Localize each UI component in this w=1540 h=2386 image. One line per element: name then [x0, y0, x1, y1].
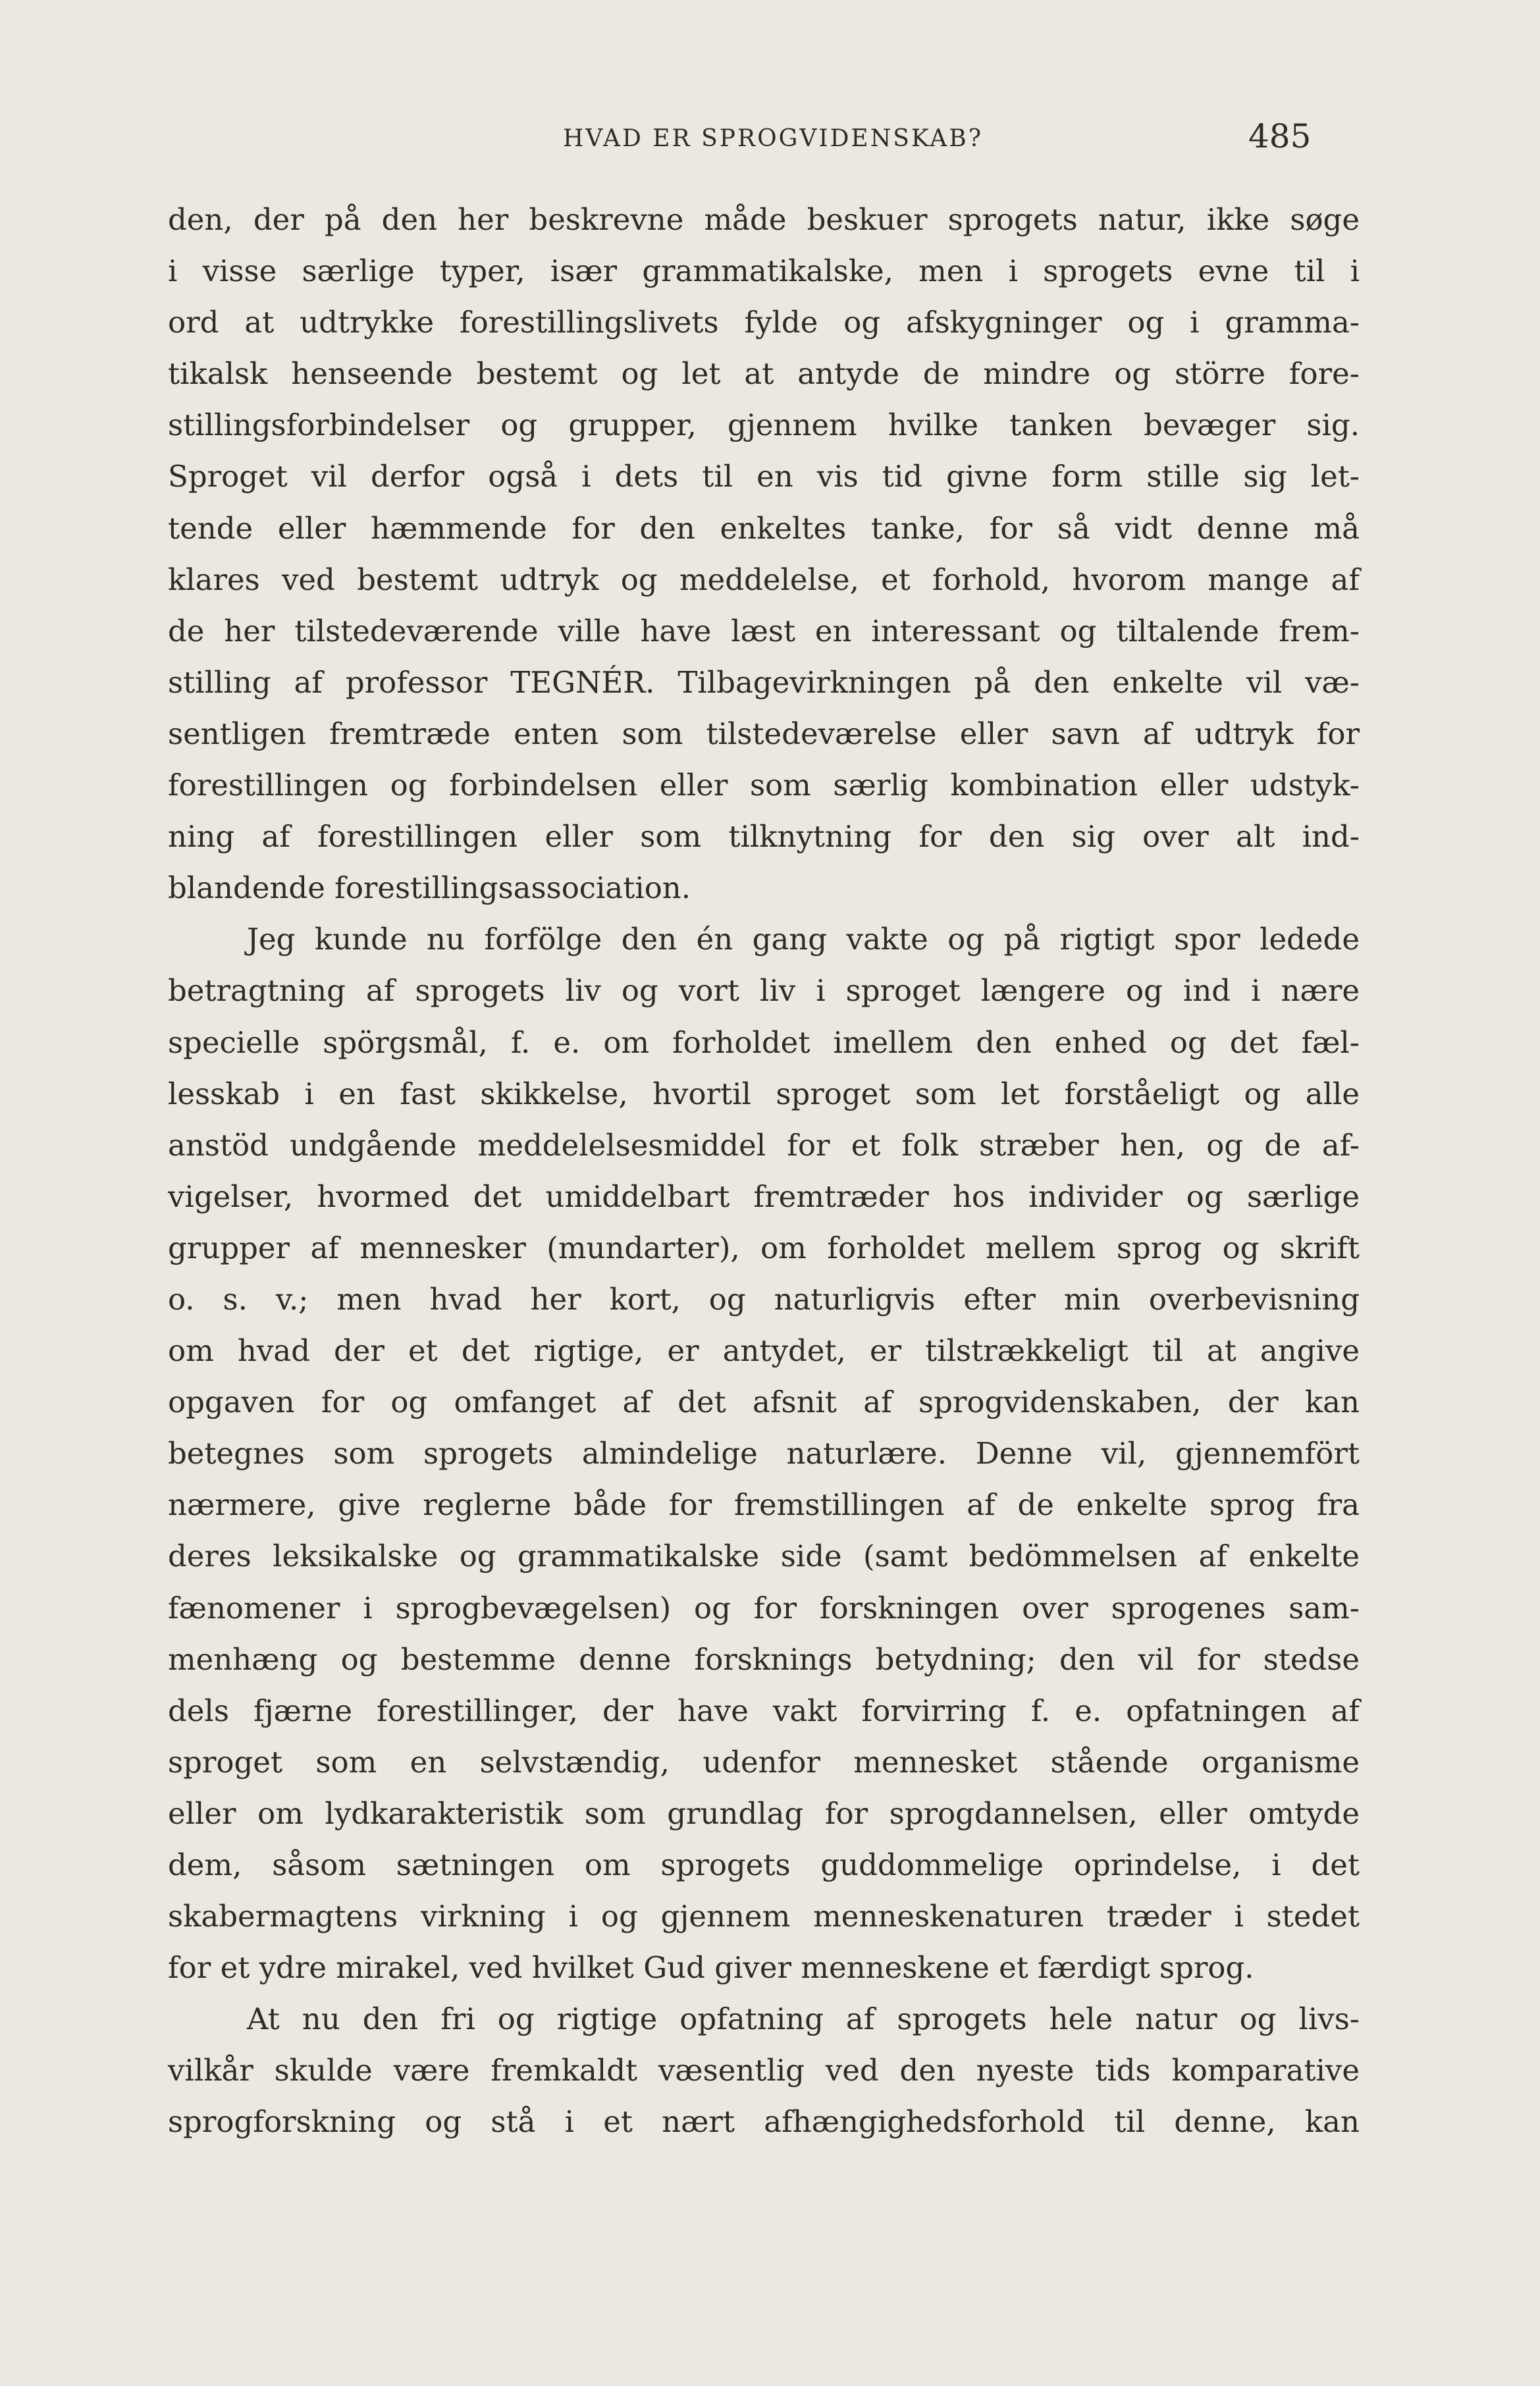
text-line: specielle spörgsmål, f. e. om forholdet imellem den enhed og det fæl- — [168, 1024, 1360, 1060]
text-line: vilkår skulde være fremkaldt væsentlig ved den nyeste tids komparative — [168, 2053, 1360, 2088]
text-line: sprogforskning og stå i et nært afhængighedsforhold til denne, kan — [168, 2104, 1360, 2140]
text-line: menhæng og bestemme denne forsknings betydning; den vil for stedse — [168, 1641, 1360, 1677]
text-line: sentligen fremtræde enten som tilstedeværelse eller savn af udtryk for — [168, 716, 1360, 751]
text-line: o. s. v.; men hvad her kort, og naturligvis efter min overbevisning — [168, 1281, 1360, 1317]
text-line: lesskab i en fast skikkelse, hvortil sproget som let forståeligt og alle — [168, 1076, 1360, 1111]
text-line: dels fjærne forestillinger, der have vakt forvirring f. e. opfatningen af — [168, 1693, 1360, 1728]
text-line: nærmere, give reglerne både for fremstillingen af de enkelte sprog fra — [168, 1487, 1360, 1523]
text-line: tikalsk henseende bestemt og let at antyde de mindre og större fore- — [168, 356, 1360, 392]
text-line: klares ved bestemt udtryk og meddelelse, et forhold, hvorom mange af — [168, 562, 1360, 597]
text-line: den, der på den her beskrevne måde beskuer sprogets natur, ikke søge — [168, 202, 1360, 237]
text-line: de her tilstedeværende ville have læst en interessant og tiltalende frem- — [168, 613, 1360, 649]
text-line: ning af forestillingen eller som tilknytning for den sig over alt ind- — [168, 819, 1360, 855]
text-line: skabermagtens virkning i og gjennem menneskenaturen træder i stedet — [168, 1899, 1360, 1934]
running-title: HVAD ER SPROGVIDENSKAB? — [563, 125, 984, 152]
text-line: i visse særlige typer, især grammatikalske, men i sprogets evne til i — [168, 253, 1360, 289]
body-text — [168, 194, 1360, 2148]
text-line: betegnes som sprogets almindelige naturlære. Denne vil, gjennemfört — [168, 1436, 1360, 1471]
text-line: stilling af professor TEGNÉR. Tilbagevirkningen på den enkelte vil væ- — [168, 664, 1360, 700]
text-line: Jeg kunde nu forfölge den én gang vakte og på rigtigt spor ledede — [247, 922, 1360, 957]
text-line: opgaven for og omfanget af det afsnit af sprogvidenskaben, der kan — [168, 1385, 1360, 1420]
text-line: deres leksikalske og grammatikalske side (samt bedömmelsen af enkelte — [168, 1539, 1360, 1574]
text-line: stillingsforbindelser og grupper, gjennem hvilke tanken bevæger sig. — [168, 408, 1360, 443]
text-line: anstöd undgående meddelelsesmiddel for et folk stræber hen, og de af- — [168, 1127, 1360, 1163]
text-line: fænomener i sprogbevægelsen) og for forskningen over sprogenes sam- — [168, 1590, 1360, 1626]
page-number: 485 — [1248, 117, 1312, 155]
text-line: Sproget vil derfor også i dets til en vis tid givne form stille sig let- — [168, 459, 1360, 494]
text-line: ord at udtrykke forestillingslivets fylde og afskygninger og i gramma- — [168, 305, 1360, 340]
text-line: At nu den fri og rigtige opfatning af sprogets hele natur og livs- — [247, 2002, 1360, 2037]
text-line: blandende forestillingsassociation. — [168, 870, 691, 906]
text-line: sproget som en selvstændig, udenfor mennesket stående organisme — [168, 1744, 1360, 1780]
text-line: om hvad der et det rigtige, er antydet, er tilstrækkeligt til at angive — [168, 1333, 1360, 1369]
text-line: vigelser, hvormed det umiddelbart fremtræder hos individer og særlige — [168, 1179, 1360, 1214]
text-line: betragtning af sprogets liv og vort liv i sproget længere og ind i nære — [168, 973, 1360, 1009]
text-line: grupper af mennesker (mundarter), om forholdet mellem sprog og skrift — [168, 1230, 1360, 1265]
text-line: eller om lydkarakteristik som grundlag for sprogdannelsen, eller omtyde — [168, 1795, 1360, 1831]
text-line: forestillingen og forbindelsen eller som særlig kombination eller udstyk- — [168, 768, 1360, 803]
text-line: dem, såsom sætningen om sprogets guddommelige oprindelse, i det — [168, 1847, 1360, 1882]
text-line: for et ydre mirakel, ved hvilket Gud giver menneskene et færdigt sprog. — [168, 1950, 1254, 1986]
text-line: tende eller hæmmende for den enkeltes tanke, for så vidt denne må — [168, 510, 1360, 546]
